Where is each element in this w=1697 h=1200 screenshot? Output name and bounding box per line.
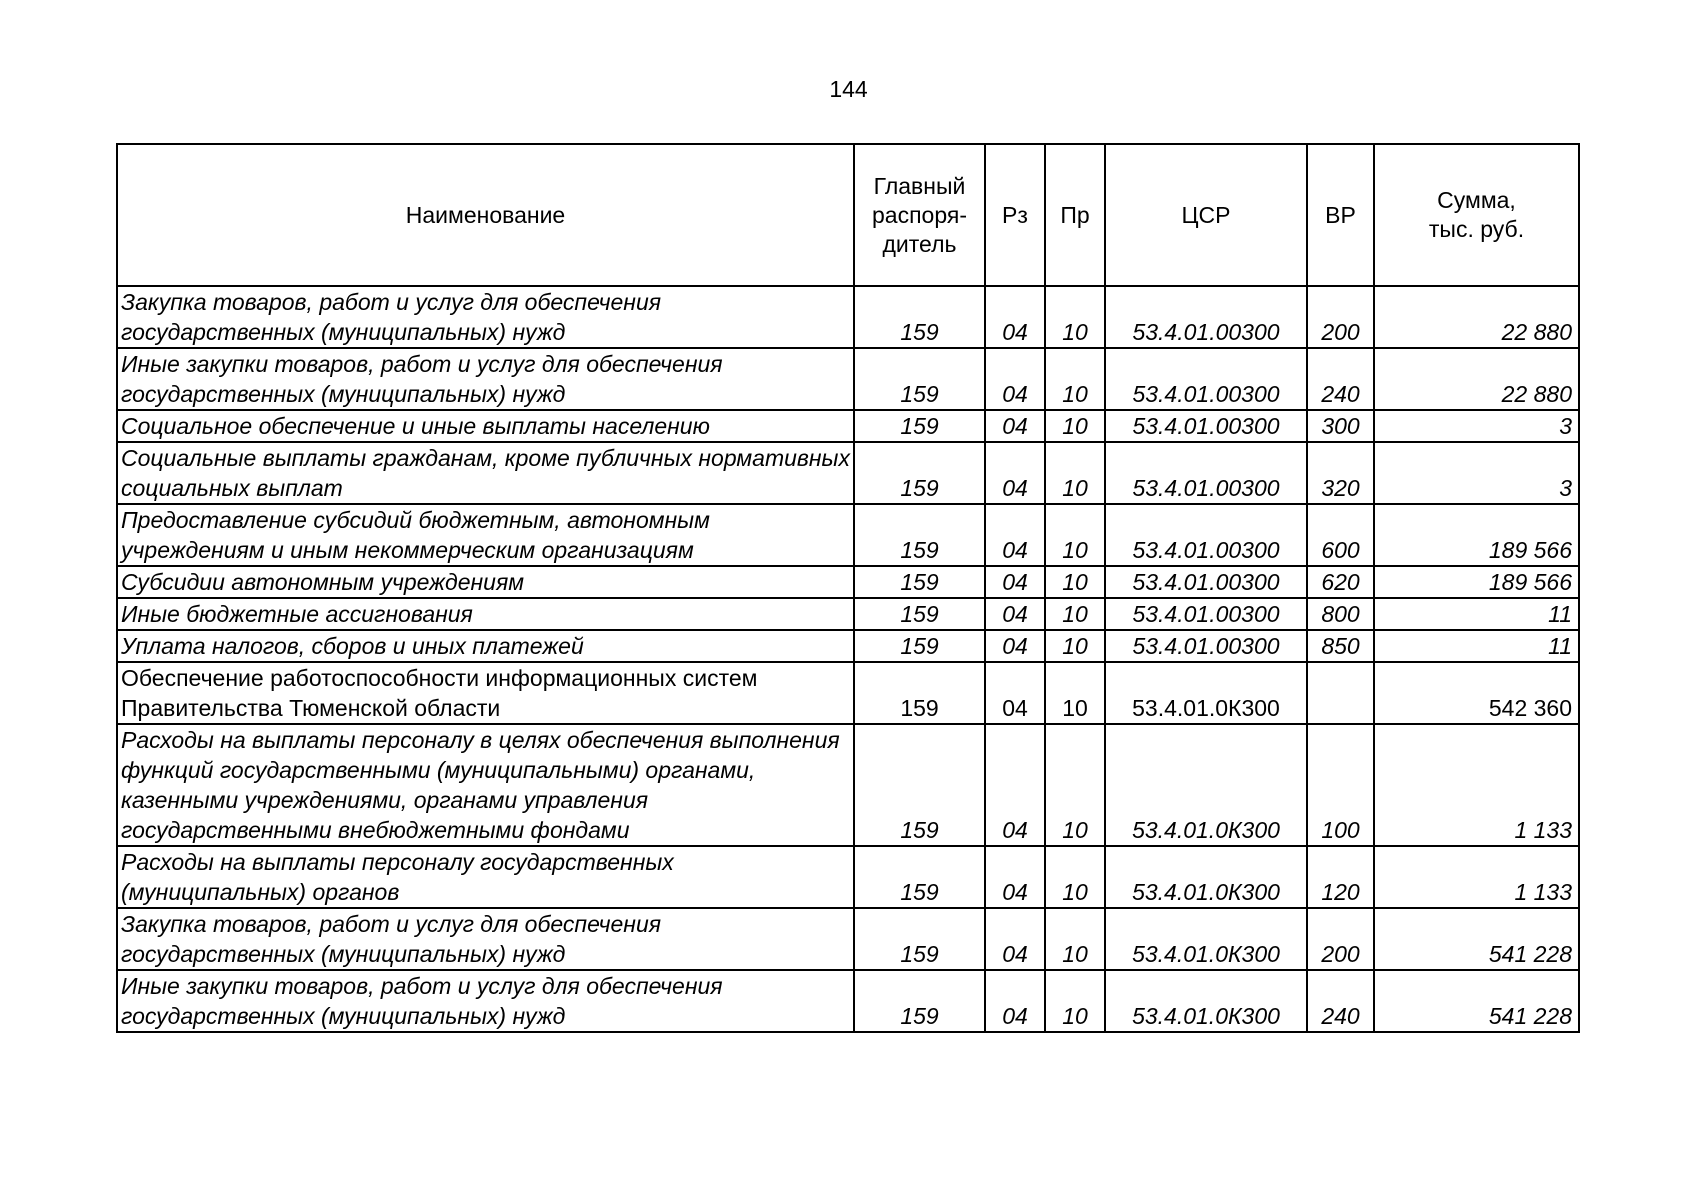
row-vr — [1307, 662, 1374, 724]
row-pr: 10 — [1045, 504, 1105, 566]
budget-table — [116, 143, 1580, 1033]
table-row — [117, 504, 1579, 566]
row-vr: 300 — [1307, 410, 1374, 442]
row-sum: 3 — [1374, 442, 1579, 504]
row-vr: 240 — [1307, 348, 1374, 410]
row-chief-manager: 159 — [854, 566, 985, 598]
row-sum: 541 228 — [1374, 908, 1579, 970]
header-sum-text: Сумма, тыс. руб. — [1428, 187, 1525, 242]
row-rz: 04 — [985, 630, 1045, 662]
row-sum: 11 — [1374, 598, 1579, 630]
header-sum — [1374, 144, 1579, 286]
table-header-row — [117, 144, 1579, 286]
header-csr: ЦСР — [1105, 144, 1307, 286]
row-csr: 53.4.01.0К300 — [1105, 724, 1307, 846]
row-name: Расходы на выплаты персоналу в целях обеспечения выполнения функций государственными (муниципальными) органами, казенными учреждениями, органами управления государственными внебюджетными фондами — [117, 724, 854, 846]
row-name: Предоставление субсидий бюджетным, автономным учреждениям и иным некоммерческим организациям — [117, 504, 854, 566]
row-pr: 10 — [1045, 662, 1105, 724]
row-rz: 04 — [985, 566, 1045, 598]
row-pr: 10 — [1045, 442, 1105, 504]
table-row — [117, 724, 1579, 846]
row-vr: 100 — [1307, 724, 1374, 846]
row-csr: 53.4.01.00300 — [1105, 442, 1307, 504]
table-row — [117, 286, 1579, 348]
row-rz: 04 — [985, 410, 1045, 442]
table-row — [117, 846, 1579, 908]
row-sum: 22 880 — [1374, 348, 1579, 410]
row-csr: 53.4.01.0К300 — [1105, 662, 1307, 724]
table-row — [117, 908, 1579, 970]
row-csr: 53.4.01.00300 — [1105, 566, 1307, 598]
row-rz: 04 — [985, 504, 1045, 566]
row-csr: 53.4.01.00300 — [1105, 630, 1307, 662]
row-rz: 04 — [985, 442, 1045, 504]
table-row — [117, 348, 1579, 410]
row-csr: 53.4.01.0К300 — [1105, 970, 1307, 1032]
row-pr: 10 — [1045, 630, 1105, 662]
header-chief-manager-text: Главный распоря- дитель — [872, 172, 967, 257]
row-rz: 04 — [985, 348, 1045, 410]
table-row — [117, 566, 1579, 598]
row-name: Закупка товаров, работ и услуг для обеспечения государственных (муниципальных) нужд — [117, 286, 854, 348]
row-sum: 1 133 — [1374, 846, 1579, 908]
row-pr: 10 — [1045, 908, 1105, 970]
row-csr: 53.4.01.00300 — [1105, 504, 1307, 566]
row-csr: 53.4.01.0К300 — [1105, 908, 1307, 970]
row-chief-manager: 159 — [854, 598, 985, 630]
table-row — [117, 630, 1579, 662]
row-rz: 04 — [985, 598, 1045, 630]
row-name: Уплата налогов, сборов и иных платежей — [117, 630, 854, 662]
row-vr: 120 — [1307, 846, 1374, 908]
table-body — [117, 286, 1579, 1032]
row-name: Расходы на выплаты персоналу государственных (муниципальных) органов — [117, 846, 854, 908]
row-rz: 04 — [985, 662, 1045, 724]
row-vr: 800 — [1307, 598, 1374, 630]
row-csr: 53.4.01.00300 — [1105, 286, 1307, 348]
row-sum: 189 566 — [1374, 566, 1579, 598]
header-name: Наименование — [117, 144, 854, 286]
row-name: Субсидии автономным учреждениям — [117, 566, 854, 598]
row-vr: 620 — [1307, 566, 1374, 598]
row-rz: 04 — [985, 724, 1045, 846]
row-vr: 240 — [1307, 970, 1374, 1032]
row-chief-manager: 159 — [854, 286, 985, 348]
row-pr: 10 — [1045, 846, 1105, 908]
row-chief-manager: 159 — [854, 504, 985, 566]
table-row — [117, 442, 1579, 504]
row-chief-manager: 159 — [854, 630, 985, 662]
row-name: Иные бюджетные ассигнования — [117, 598, 854, 630]
row-chief-manager: 159 — [854, 846, 985, 908]
row-sum: 542 360 — [1374, 662, 1579, 724]
row-vr: 850 — [1307, 630, 1374, 662]
row-csr: 53.4.01.00300 — [1105, 598, 1307, 630]
row-chief-manager: 159 — [854, 662, 985, 724]
table-row — [117, 598, 1579, 630]
row-vr: 200 — [1307, 286, 1374, 348]
row-name: Обеспечение работоспособности информационных систем Правительства Тюменской области — [117, 662, 854, 724]
row-chief-manager: 159 — [854, 442, 985, 504]
row-chief-manager: 159 — [854, 908, 985, 970]
row-pr: 10 — [1045, 566, 1105, 598]
row-sum: 22 880 — [1374, 286, 1579, 348]
row-name: Иные закупки товаров, работ и услуг для обеспечения государственных (муниципальных) нужд — [117, 970, 854, 1032]
row-pr: 10 — [1045, 286, 1105, 348]
row-name: Иные закупки товаров, работ и услуг для обеспечения государственных (муниципальных) нужд — [117, 348, 854, 410]
row-vr: 600 — [1307, 504, 1374, 566]
row-rz: 04 — [985, 908, 1045, 970]
row-chief-manager: 159 — [854, 724, 985, 846]
page-number: 144 — [829, 76, 868, 102]
row-sum: 3 — [1374, 410, 1579, 442]
row-sum: 189 566 — [1374, 504, 1579, 566]
row-csr: 53.4.01.00300 — [1105, 348, 1307, 410]
row-pr: 10 — [1045, 970, 1105, 1032]
row-vr: 320 — [1307, 442, 1374, 504]
header-rz: Рз — [985, 144, 1045, 286]
row-name: Социальные выплаты гражданам, кроме публичных нормативных социальных выплат — [117, 442, 854, 504]
row-name: Закупка товаров, работ и услуг для обеспечения государственных (муниципальных) нужд — [117, 908, 854, 970]
row-pr: 10 — [1045, 348, 1105, 410]
row-vr: 200 — [1307, 908, 1374, 970]
table-row — [117, 662, 1579, 724]
header-vr: ВР — [1307, 144, 1374, 286]
row-sum: 1 133 — [1374, 724, 1579, 846]
row-sum: 11 — [1374, 630, 1579, 662]
row-rz: 04 — [985, 846, 1045, 908]
row-name: Социальное обеспечение и иные выплаты населению — [117, 410, 854, 442]
row-csr: 53.4.01.00300 — [1105, 410, 1307, 442]
row-pr: 10 — [1045, 598, 1105, 630]
row-csr: 53.4.01.0К300 — [1105, 846, 1307, 908]
row-pr: 10 — [1045, 724, 1105, 846]
row-chief-manager: 159 — [854, 410, 985, 442]
header-chief-manager — [854, 144, 985, 286]
row-pr: 10 — [1045, 410, 1105, 442]
row-rz: 04 — [985, 970, 1045, 1032]
row-sum: 541 228 — [1374, 970, 1579, 1032]
row-rz: 04 — [985, 286, 1045, 348]
row-chief-manager: 159 — [854, 348, 985, 410]
table-row — [117, 410, 1579, 442]
header-pr: Пр — [1045, 144, 1105, 286]
table-row — [117, 970, 1579, 1032]
row-chief-manager: 159 — [854, 970, 985, 1032]
